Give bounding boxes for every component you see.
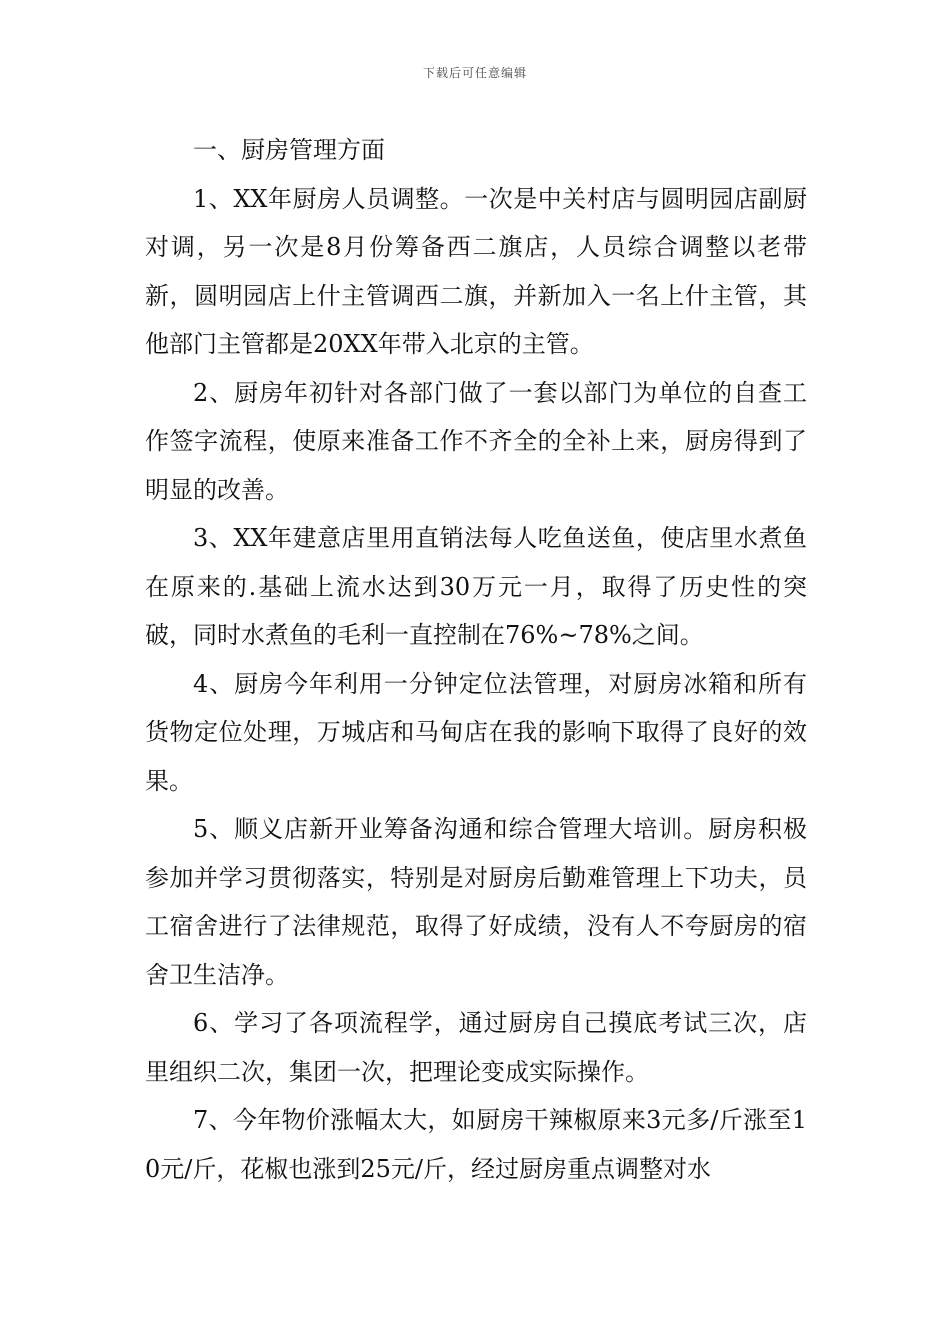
page-header: 下载后可任意编辑 (422, 66, 527, 80)
section-title: 一、厨房管理方面 (193, 136, 385, 164)
paragraph-2: 2、厨房年初针对各部门做了一套以部门为单位的自查工作签字流程，使原来准备工作不齐全的全补上来，厨房得到了明显的改善。 (145, 378, 807, 504)
document-body (145, 126, 807, 1193)
paragraph-4: 4、厨房今年利用一分钟定位法管理，对厨房冰箱和所有货物定位处理，万城店和马甸店在我的影响下取得了良好的效果。 (145, 669, 807, 795)
paragraph-7: 7、今年物价涨幅太大，如厨房干辣椒原来3元多/斤涨至10元/斤，花椒也涨到25元/斤，经过厨房重点调整对水 (145, 1106, 807, 1183)
paragraph-5: 5、顺义店新开业筹备沟通和综合管理大培训。厨房积极参加并学习贯彻落实，特别是对厨房后勤难管理上下功夫，员工宿舍进行了法律规范，取得了好成绩，没有人不夸厨房的宿舍卫生洁净。 (145, 815, 807, 989)
paragraph-1: 1、XX年厨房人员调整。一次是中关村店与圆明园店副厨对调，另一次是8月份筹备西二旗店，人员综合调整以老带新，圆明园店上什主管调西二旗，并新加入一名上什主管，其他部门主管都是20XX年带入北京的主管。 (145, 184, 807, 358)
paragraph-3: 3、XX年建意店里用直销法每人吃鱼送鱼，使店里水煮鱼在原来的.基础上流水达到30万元一月，取得了历史性的突破，同时水煮鱼的毛利一直控制在76%~78%之间。 (145, 524, 807, 649)
paragraph-6: 6、学习了各项流程学，通过厨房自己摸底考试三次，店里组织二次，集团一次，把理论变成实际操作。 (145, 1009, 807, 1086)
